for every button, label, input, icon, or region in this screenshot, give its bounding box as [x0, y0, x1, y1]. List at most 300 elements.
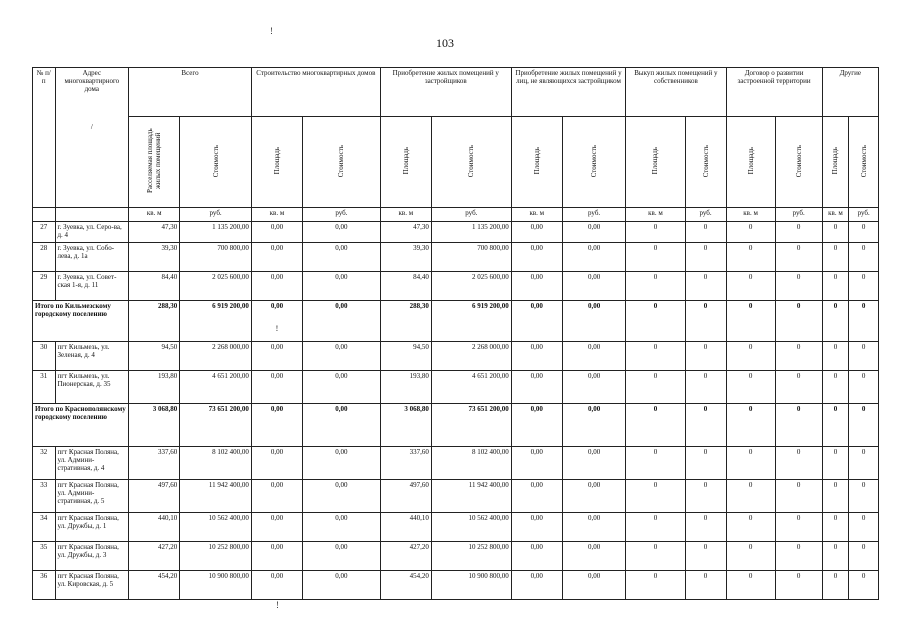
cell-value: 0	[748, 514, 753, 522]
cell-other-cost	[849, 342, 879, 371]
cell-value: 0,00	[530, 405, 543, 413]
cell-value: 11 942 400,00	[468, 481, 509, 489]
cell-value: 0,00	[530, 514, 543, 522]
header-address	[55, 68, 129, 208]
cell-area	[129, 301, 180, 342]
header-sub-cell	[129, 117, 180, 208]
cell-value: 0	[703, 273, 708, 281]
cell-value: 0,00	[587, 343, 601, 351]
cell-buy-area	[626, 222, 685, 243]
cell-value: 454,20	[409, 572, 429, 580]
unit-cell: руб.	[180, 208, 252, 222]
row-address: пгт Красная Поляна, ул. Админи-стративная, д. 5	[55, 480, 129, 513]
cell-dev-cost	[431, 272, 511, 301]
row-address: г. Зуевка, ул. Собо-лева, д. 1а	[55, 243, 129, 272]
row-number: 28	[33, 243, 56, 272]
cell-build-area	[251, 272, 302, 301]
cell-buy-cost	[685, 480, 726, 513]
cell-value: 94,50	[413, 343, 429, 351]
cell-terr-area	[726, 272, 775, 301]
cell-value: 39,30	[161, 244, 178, 252]
row-number: 31	[33, 371, 56, 404]
cell-value: 94,50	[161, 343, 178, 351]
cell-value: 0	[833, 481, 838, 489]
table-row	[33, 272, 879, 301]
cell-other-area	[822, 272, 849, 301]
cell-value: 0,00	[270, 244, 284, 252]
cell-value: 0	[748, 481, 753, 489]
cell-build-area	[251, 480, 302, 513]
cell-cost	[180, 571, 252, 600]
cell-value: 0,00	[587, 514, 601, 522]
cell-buy-area	[626, 480, 685, 513]
cell-value: 2 025 600,00	[212, 273, 249, 281]
cell-build-area	[251, 571, 302, 600]
cell-value: 0,00	[587, 302, 601, 310]
cell-value: 0	[653, 405, 658, 413]
cell-terr-cost	[775, 404, 822, 447]
row-number: 36	[33, 571, 56, 600]
header-group-construction: Строительство многоквартирных домов	[251, 68, 380, 117]
cell-dev-area	[380, 447, 431, 480]
cell-nondev-area	[511, 222, 562, 243]
table-row	[33, 342, 879, 371]
cell-value: 0	[861, 273, 866, 281]
cell-value: 0	[796, 514, 801, 522]
cell-value: 0	[861, 372, 866, 380]
cell-cost	[180, 404, 252, 447]
cell-value: 0	[796, 481, 801, 489]
cell-value: 0,00	[587, 273, 601, 281]
unit-cell	[33, 208, 56, 222]
cell-area	[129, 371, 180, 404]
cell-terr-cost	[775, 480, 822, 513]
header-sub-cell	[849, 117, 879, 208]
cell-value: 0	[748, 372, 753, 380]
cell-cost	[180, 222, 252, 243]
cell-cost	[180, 301, 252, 342]
cell-value: 0	[833, 372, 838, 380]
subtotal-row	[33, 404, 879, 447]
table-row	[33, 542, 879, 571]
unit-cell: руб.	[685, 208, 726, 222]
cell-value: 84,40	[413, 273, 429, 281]
cell-value: 0,00	[270, 302, 284, 310]
cell-value: 3 068,80	[152, 405, 178, 413]
cell-value: 193,80	[409, 372, 429, 380]
cell-other-cost	[849, 542, 879, 571]
cell-nondev-cost	[562, 222, 625, 243]
cell-buy-area	[626, 342, 685, 371]
cell-value: 0	[861, 244, 866, 252]
unit-cell: кв. м	[129, 208, 180, 222]
cell-buy-area	[626, 447, 685, 480]
header-group-non-developers: Приобретение жилых помещений у лиц, не являющихся застройщиком	[511, 68, 626, 117]
cell-value: 0	[703, 302, 708, 310]
cell-build-area	[251, 342, 302, 371]
cell-terr-area	[726, 571, 775, 600]
cell-value: 8 102 400,00	[471, 448, 509, 456]
cell-value: 2 025 600,00	[471, 273, 509, 281]
cell-dev-area	[380, 480, 431, 513]
cell-nondev-area	[511, 571, 562, 600]
cell-build-cost	[303, 447, 381, 480]
row-address: г. Зуевка, ул. Совет-ская 1-я, д. 11	[55, 272, 129, 301]
cell-value: 0	[861, 223, 866, 231]
cell-value: 0	[703, 372, 708, 380]
cell-value: 0	[833, 543, 838, 551]
cell-area	[129, 542, 180, 571]
cell-terr-cost	[775, 513, 822, 542]
header-sub-label: Стоимость	[211, 144, 220, 178]
unit-cell: руб.	[849, 208, 879, 222]
cell-area	[129, 480, 180, 513]
cell-dev-area	[380, 404, 431, 447]
cell-value: 0,00	[270, 514, 284, 522]
header-sub-label: Площадь	[651, 147, 660, 175]
cell-value: 0	[796, 543, 801, 551]
cell-dev-area	[380, 342, 431, 371]
cell-value: 288,30	[409, 302, 429, 310]
cell-value: 0,00	[530, 302, 543, 310]
cell-other-area	[822, 243, 849, 272]
cell-value: 0	[796, 343, 801, 351]
cell-other-cost	[849, 272, 879, 301]
cell-buy-cost	[685, 301, 726, 342]
cell-value: 10 252 800,00	[208, 543, 249, 551]
header-group-row	[33, 68, 879, 117]
header-group-total: Всего	[129, 68, 252, 117]
unit-cell: кв. м	[726, 208, 775, 222]
cell-terr-cost	[775, 222, 822, 243]
header-sub-cell	[251, 117, 302, 208]
cell-value: 47,30	[161, 223, 178, 231]
unit-cell: кв. м	[822, 208, 849, 222]
cell-dev-area	[380, 542, 431, 571]
cell-value: 0	[653, 514, 658, 522]
cell-value: 0	[796, 273, 801, 281]
header-sub-label: Площадь	[746, 147, 755, 175]
cell-dev-cost	[431, 571, 511, 600]
cell-other-cost	[849, 571, 879, 600]
row-number: 32	[33, 447, 56, 480]
cell-value: 0,00	[270, 273, 284, 281]
header-sub-cell	[380, 117, 431, 208]
header-group-territory: Договор о развитии застроенной территории	[726, 68, 822, 117]
cell-value: 0	[703, 405, 708, 413]
unit-cell: кв. м	[380, 208, 431, 222]
cell-value: 454,20	[158, 572, 178, 580]
cell-terr-area	[726, 404, 775, 447]
cell-build-area	[251, 542, 302, 571]
cell-other-area	[822, 371, 849, 404]
row-number: 29	[33, 272, 56, 301]
cell-buy-cost	[685, 371, 726, 404]
header-sub-cell	[180, 117, 252, 208]
header-sub-cell	[511, 117, 562, 208]
header-unit-row	[33, 208, 879, 222]
cell-nondev-cost	[562, 243, 625, 272]
cell-nondev-area	[511, 301, 562, 342]
header-sub-label: Стоимость	[701, 144, 710, 178]
cell-other-area	[822, 342, 849, 371]
cell-value: 0	[703, 244, 708, 252]
cell-other-area	[822, 513, 849, 542]
unit-cell: кв. м	[251, 208, 302, 222]
row-number: 30	[33, 342, 56, 371]
cell-other-cost	[849, 371, 879, 404]
cell-nondev-cost	[562, 301, 625, 342]
cell-cost	[180, 371, 252, 404]
cell-terr-area	[726, 371, 775, 404]
row-number: 27	[33, 222, 56, 243]
unit-cell: руб.	[303, 208, 381, 222]
cell-nondev-cost	[562, 447, 625, 480]
cell-buy-area	[626, 542, 685, 571]
cell-value: 0	[833, 302, 838, 310]
header-sub-cell	[626, 117, 685, 208]
cell-value: 0	[748, 302, 753, 310]
cell-nondev-area	[511, 404, 562, 447]
cell-terr-area	[726, 447, 775, 480]
cell-dev-cost	[431, 513, 511, 542]
cell-value: 0,00	[587, 244, 601, 252]
cell-dev-cost	[431, 301, 511, 342]
cell-build-area	[251, 243, 302, 272]
cell-value: 0	[748, 572, 753, 580]
cell-build-area	[251, 447, 302, 480]
cell-buy-area	[626, 371, 685, 404]
row-address: г. Зуевка, ул. Серо-ва, д. 4	[55, 222, 129, 243]
cell-value: 1 135 200,00	[212, 223, 249, 231]
cell-cost	[180, 513, 252, 542]
cell-dev-area	[380, 272, 431, 301]
cell-value: 0,00	[530, 572, 543, 580]
cell-buy-cost	[685, 404, 726, 447]
cell-cost	[180, 542, 252, 571]
cell-dev-cost	[431, 542, 511, 571]
table-row	[33, 243, 879, 272]
cell-nondev-area	[511, 447, 562, 480]
cell-value: 0	[796, 572, 801, 580]
cell-other-area	[822, 447, 849, 480]
cell-nondev-area	[511, 272, 562, 301]
table-row	[33, 222, 879, 243]
cell-buy-cost	[685, 571, 726, 600]
header-sub-row	[33, 117, 879, 208]
resettlement-table	[32, 67, 879, 600]
cell-value: 0	[703, 481, 708, 489]
cell-other-area	[822, 404, 849, 447]
cell-value: 0,00	[270, 572, 284, 580]
cell-other-area	[822, 222, 849, 243]
table-row	[33, 480, 879, 513]
cell-terr-area	[726, 301, 775, 342]
cell-build-cost	[303, 222, 381, 243]
cell-other-cost	[849, 301, 879, 342]
cell-value: 288,30	[158, 302, 178, 310]
cell-build-cost	[303, 301, 381, 342]
cell-value: 0	[748, 223, 753, 231]
cell-value: 6 919 200,00	[212, 302, 249, 310]
cell-nondev-area	[511, 342, 562, 371]
cell-value: 0	[796, 302, 801, 310]
cell-terr-area	[726, 542, 775, 571]
cell-value: 427,20	[409, 543, 429, 551]
cell-dev-area	[380, 243, 431, 272]
cell-nondev-cost	[562, 404, 625, 447]
cell-dev-cost	[431, 222, 511, 243]
cell-build-cost	[303, 371, 381, 404]
header-sub-cell	[775, 117, 822, 208]
cell-build-cost	[303, 243, 381, 272]
header-num: № п/п	[33, 68, 56, 208]
cell-buy-area	[626, 571, 685, 600]
cell-cost	[180, 243, 252, 272]
cell-value: 0	[653, 343, 658, 351]
unit-cell: кв. м	[511, 208, 562, 222]
cell-value: 1 135 200,00	[471, 223, 509, 231]
row-number: 33	[33, 480, 56, 513]
cell-value: 0,00	[270, 448, 284, 456]
header-group-developers: Приобретение жилых помещений у застройщиков	[380, 68, 511, 117]
header-address-mark: /	[90, 123, 93, 132]
row-address: пгт Красная Поляна, ул. Кировская, д. 5	[55, 571, 129, 600]
cell-other-cost	[849, 480, 879, 513]
cell-value: 10 900 800,00	[468, 572, 509, 580]
cell-value: 10 900 800,00	[208, 572, 249, 580]
header-sub-label: Площадь	[831, 147, 840, 175]
cell-buy-cost	[685, 542, 726, 571]
cell-value: 0	[653, 572, 658, 580]
cell-terr-cost	[775, 571, 822, 600]
cell-other-cost	[849, 222, 879, 243]
cell-value: 0,00	[530, 343, 543, 351]
cell-terr-cost	[775, 371, 822, 404]
cell-dev-cost	[431, 447, 511, 480]
cell-value: 0	[703, 448, 708, 456]
header-sub-label: Площадь	[272, 147, 281, 175]
cell-value: 0	[748, 343, 753, 351]
subtotal-label: Итого по Краснополянскому городскому поселению	[33, 404, 129, 447]
table-row	[33, 447, 879, 480]
subtotal-label: Итого по Кильмезскому городскому поселению	[33, 301, 129, 342]
cell-value: 700 800,00	[477, 244, 509, 252]
cell-nondev-area	[511, 542, 562, 571]
cell-value: 0,00	[530, 448, 543, 456]
header-sub-label: Стоимость	[794, 144, 803, 178]
cell-value: 0	[703, 343, 708, 351]
cell-value: 0	[653, 481, 658, 489]
row-address: пгт Кильмезь, ул. Пионерская, д. 35	[55, 371, 129, 404]
cell-value: 0,00	[587, 223, 601, 231]
cell-nondev-area	[511, 371, 562, 404]
cell-value: 0	[653, 543, 658, 551]
cell-value: 0	[833, 343, 838, 351]
header-sub-cell	[562, 117, 625, 208]
cell-area	[129, 571, 180, 600]
cell-build-area	[251, 404, 302, 447]
cell-dev-cost	[431, 404, 511, 447]
cell-value: 440,10	[409, 514, 429, 522]
header-sub-cell	[685, 117, 726, 208]
cell-area	[129, 222, 180, 243]
cell-other-area	[822, 571, 849, 600]
cell-value: 10 562 400,00	[208, 514, 249, 522]
cell-cost	[180, 480, 252, 513]
cell-value: 0,00	[335, 405, 348, 413]
cell-value: 0,00	[335, 514, 348, 522]
cell-buy-cost	[685, 222, 726, 243]
cell-value: 0	[748, 405, 753, 413]
cell-value: 440,10	[158, 514, 178, 522]
cell-area	[129, 513, 180, 542]
cell-buy-area	[626, 301, 685, 342]
cell-dev-area	[380, 301, 431, 342]
cell-nondev-cost	[562, 342, 625, 371]
cell-other-cost	[849, 447, 879, 480]
cell-area	[129, 243, 180, 272]
cell-value: 0	[703, 223, 708, 231]
cell-value: 0	[833, 572, 838, 580]
table-row	[33, 371, 879, 404]
cell-value: 0,00	[587, 372, 601, 380]
cell-value: 3 068,80	[404, 405, 429, 413]
cell-build-area	[251, 371, 302, 404]
cell-other-cost	[849, 404, 879, 447]
cell-build-cost	[303, 480, 381, 513]
cell-value: 700 800,00	[217, 244, 249, 252]
cell-value: 0,00	[335, 223, 348, 231]
cell-value: 0,00	[335, 302, 348, 310]
cell-nondev-cost	[562, 480, 625, 513]
unit-cell: руб.	[562, 208, 625, 222]
row-mark: !	[275, 324, 279, 334]
cell-value: 0	[861, 448, 866, 456]
cell-value: 0,00	[335, 448, 348, 456]
row-number: 34	[33, 513, 56, 542]
cell-value: 0	[748, 543, 753, 551]
subtotal-row	[33, 301, 879, 342]
cell-cost	[180, 342, 252, 371]
header-group-buyout: Выкуп жилых помещений у собственников	[626, 68, 726, 117]
cell-value: 73 651 200,00	[468, 405, 509, 413]
cell-value: 0	[861, 543, 866, 551]
cell-terr-area	[726, 243, 775, 272]
cell-build-cost	[303, 342, 381, 371]
cell-nondev-cost	[562, 571, 625, 600]
cell-value: 0	[703, 543, 708, 551]
cell-value: 4 651 200,00	[212, 372, 249, 380]
cell-value: 0,00	[335, 543, 348, 551]
cell-value: 0,00	[530, 543, 543, 551]
cell-dev-cost	[431, 243, 511, 272]
cell-other-area	[822, 301, 849, 342]
cell-value: 0	[861, 514, 866, 522]
cell-terr-area	[726, 513, 775, 542]
cell-nondev-area	[511, 243, 562, 272]
cell-nondev-cost	[562, 542, 625, 571]
cell-terr-area	[726, 480, 775, 513]
unit-cell	[55, 208, 129, 222]
cell-buy-cost	[685, 513, 726, 542]
cell-terr-cost	[775, 272, 822, 301]
cell-nondev-area	[511, 513, 562, 542]
cell-terr-cost	[775, 301, 822, 342]
cell-terr-cost	[775, 342, 822, 371]
cell-value: 0	[796, 448, 801, 456]
cell-area	[129, 404, 180, 447]
